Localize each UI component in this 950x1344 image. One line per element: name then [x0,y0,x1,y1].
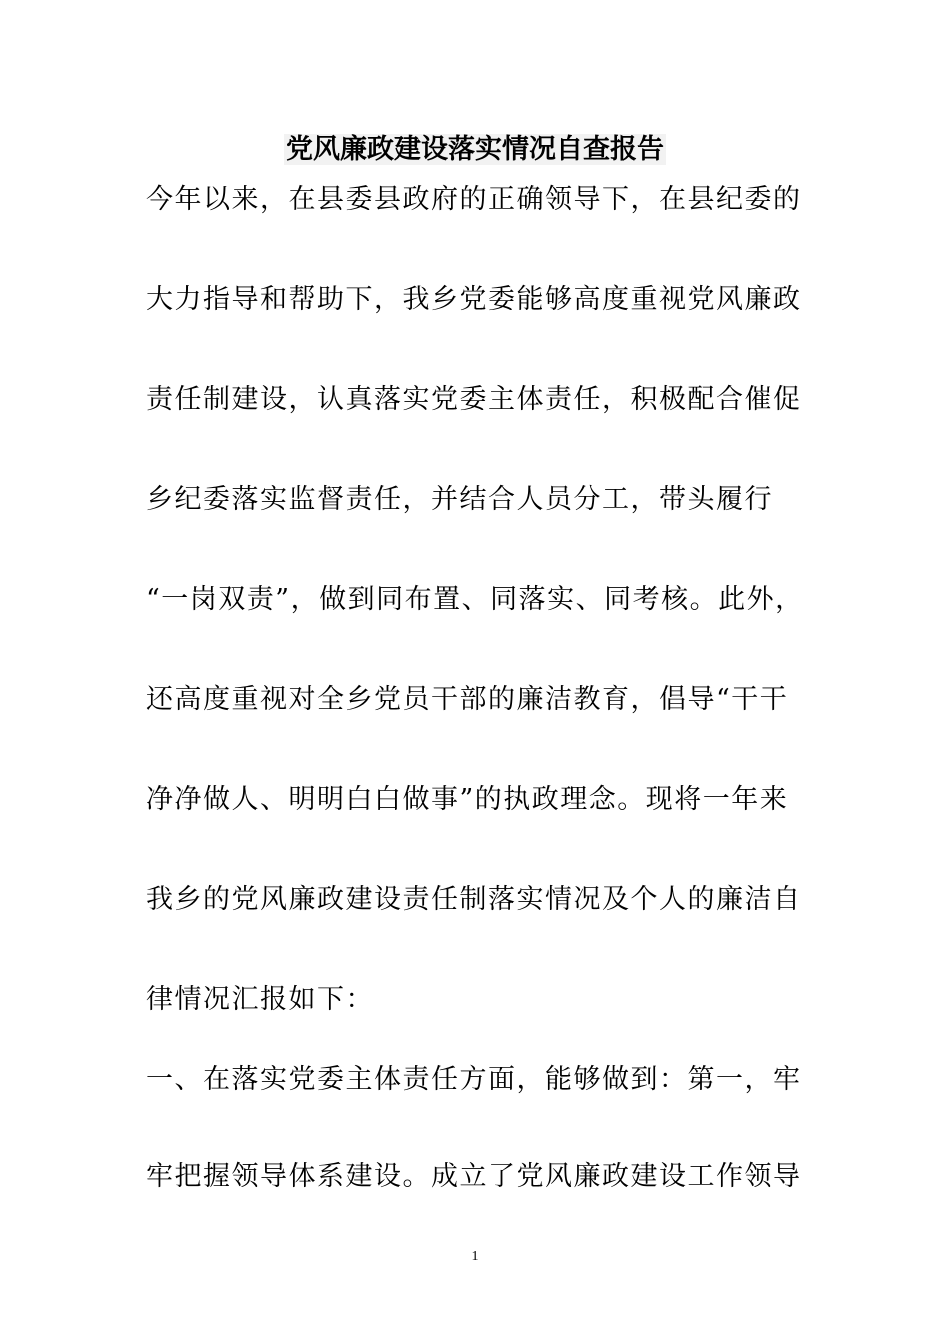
page-number: 1 [471,1249,479,1264]
document-title-text: 党风廉政建设落实情况自查报告 [286,134,664,165]
body-line-1: 今年以来，在县委县政府的正确领导下，在县纪委的 [146,184,802,215]
body-line-3: 责任制建设，认真落实党委主体责任，积极配合催促 [146,384,802,415]
body-line-6: 还高度重视对全乡党员干部的廉洁教育，倡导“干干 [146,684,789,715]
body-line-7: 净净做人、明明白白做事”的执政理念。现将一年来 [146,784,789,815]
body-line-2: 大力指导和帮助下，我乡党委能够高度重视党风廉政 [146,284,802,315]
body-line-10: 一、在落实党委主体责任方面，能够做到：第一，牢 [146,1064,802,1095]
body-line-5: “一岗双责”，做到同布置、同落实、同考核。此外， [146,584,804,615]
document-title [0,132,950,168]
body-line-4: 乡纪委落实监督责任，并结合人员分工，带头履行 [146,484,773,515]
body-line-11: 牢把握领导体系建设。成立了党风廉政建设工作领导 [146,1161,802,1192]
body-line-8: 我乡的党风廉政建设责任制落实情况及个人的廉洁自 [146,884,802,915]
body-line-9: 律情况汇报如下： [146,984,374,1015]
